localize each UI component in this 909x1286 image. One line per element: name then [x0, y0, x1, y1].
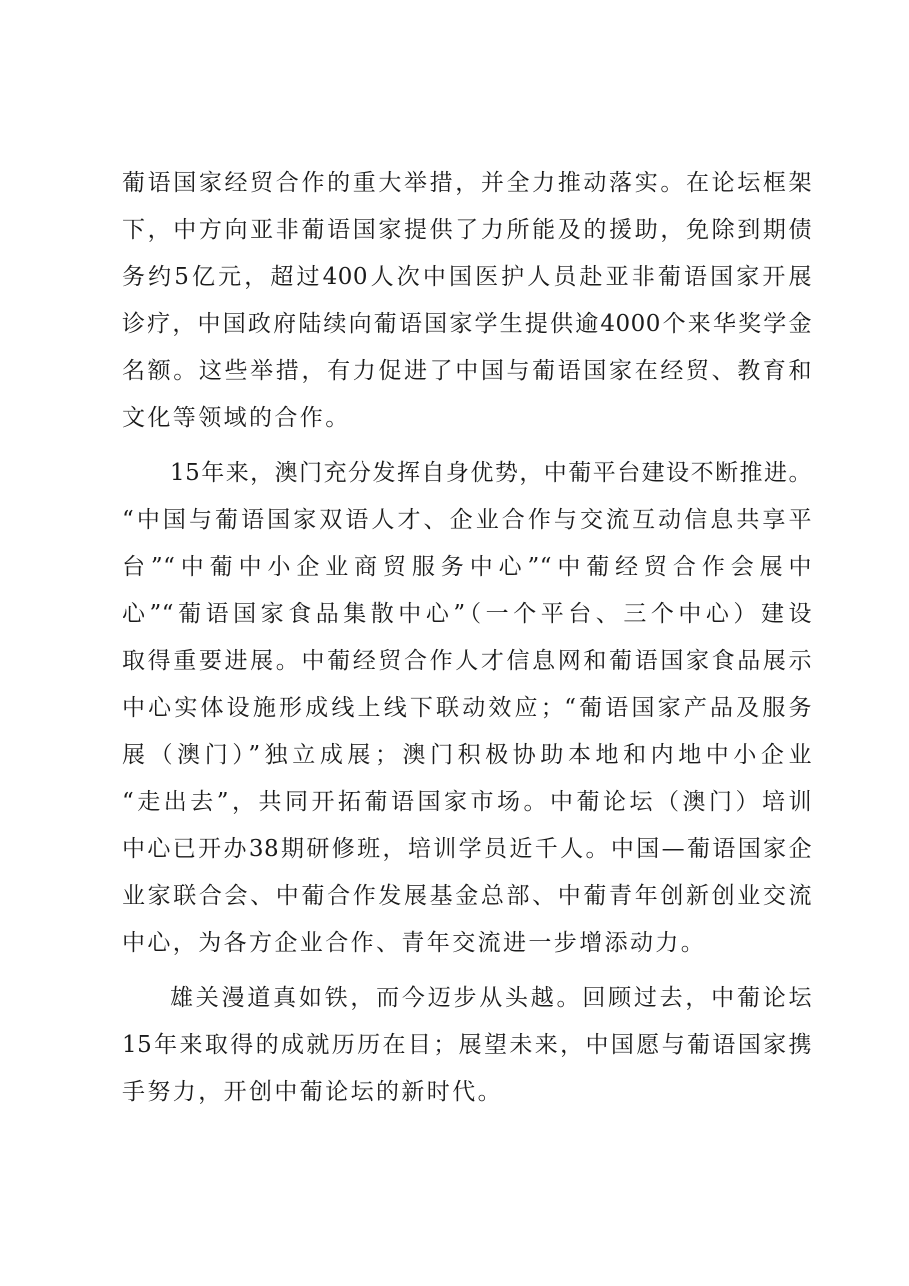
text-line: “走出去”，共同开拓葡语国家市场。中葡论坛（澳门）培训 — [122, 789, 812, 815]
text-line: 务约5亿元，超过400人次中国医护人员赴亚非葡语国家开展 — [122, 264, 812, 290]
text-line: 台”“中葡中小企业商贸服务中心”“中葡经贸合作会展中 — [122, 554, 812, 580]
text-line: 雄关漫道真如铁，而今迈步从头越。回顾过去，中葡论坛 — [170, 985, 812, 1011]
text-line: 文化等领域的合作。 — [122, 405, 351, 431]
text-line: 业家联合会、中葡合作发展基金总部、中葡青年创新创业交流 — [122, 883, 812, 909]
text-line: 下，中方向亚非葡语国家提供了力所能及的援助，免除到期债 — [122, 217, 812, 243]
text-line: 展（澳门）”独立成展；澳门积极协助本地和内地中小企业 — [122, 742, 812, 768]
text-line: 15年来取得的成就历历在目；展望未来，中国愿与葡语国家携 — [122, 1032, 812, 1058]
text-line: 葡语国家经贸合作的重大举措，并全力推动落实。在论坛框架 — [122, 170, 812, 196]
text-line: 取得重要进展。中葡经贸合作人才信息网和葡语国家食品展示 — [122, 648, 812, 674]
text-line: 心”“葡语国家食品集散中心”（一个平台、三个中心）建设 — [122, 601, 812, 627]
text-line: 中心，为各方企业合作、青年交流进一步增添动力。 — [122, 930, 707, 956]
text-line: 诊疗，中国政府陆续向葡语国家学生提供逾4000个来华奖学金 — [122, 311, 812, 337]
text-line: 名额。这些举措，有力促进了中国与葡语国家在经贸、教育和 — [122, 358, 812, 384]
text-line: 15年来，澳门充分发挥自身优势，中葡平台建设不断推进。 — [170, 460, 812, 486]
text-line: “中国与葡语国家双语人才、企业合作与交流互动信息共享平 — [122, 507, 812, 533]
text-line: 中心已开办38期研修班，培训学员近千人。中国—葡语国家企 — [122, 836, 812, 862]
text-line: 手努力，开创中葡论坛的新时代。 — [122, 1079, 503, 1105]
text-line: 中心实体设施形成线上线下联动效应；“葡语国家产品及服务 — [122, 695, 812, 721]
